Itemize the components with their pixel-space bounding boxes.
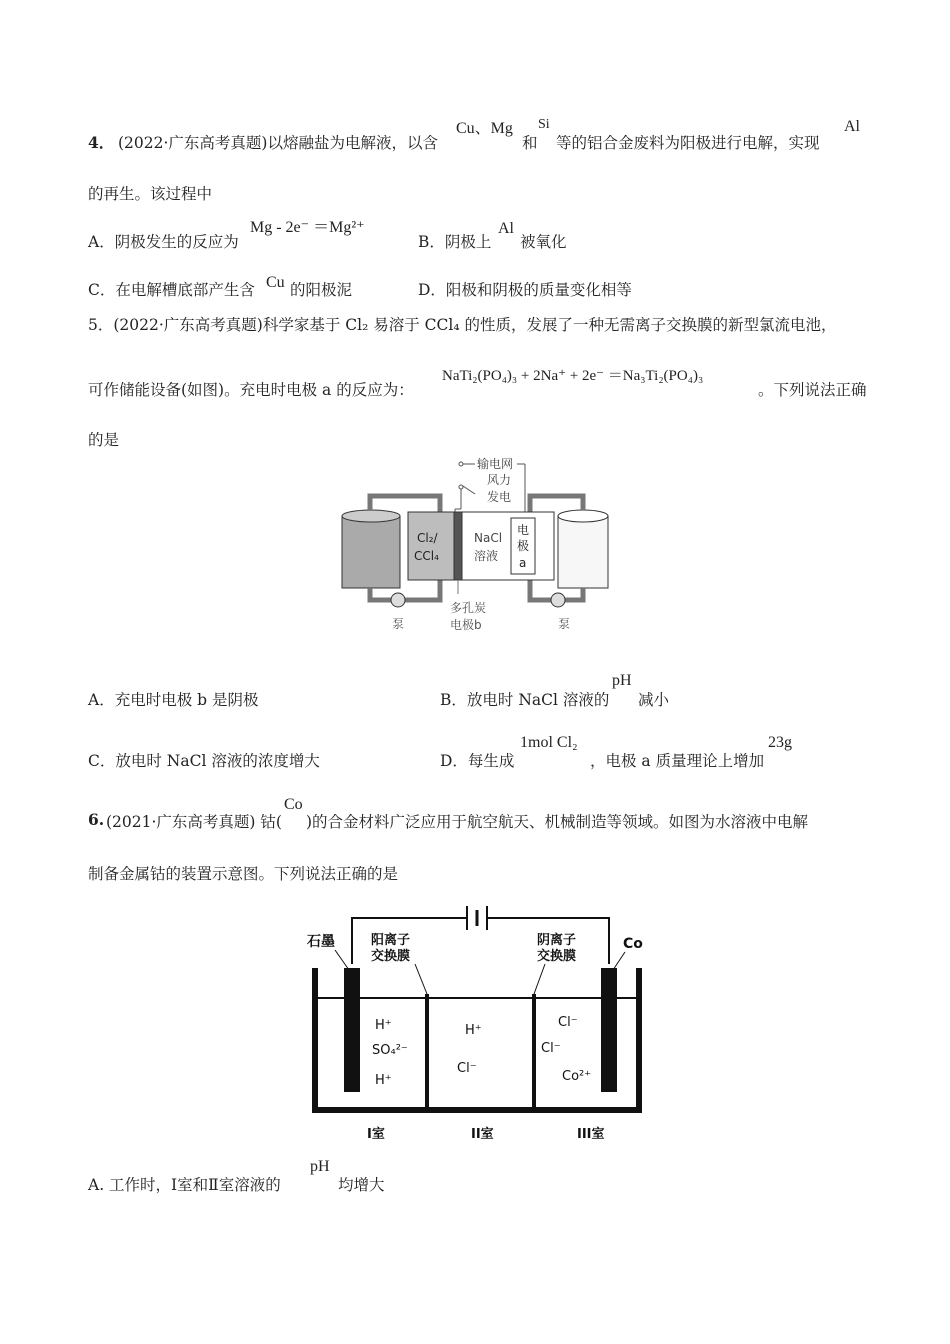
option-b: B．放电时 NaCl 溶液的 [440, 691, 610, 709]
pipe [370, 496, 440, 512]
question-number: 4． [88, 133, 115, 152]
formula-reaction: NaTi₂(PO₄)₃ + 2Na⁺ + 2e⁻ ＝Na₃Ti₂(PO₄)₃ [442, 368, 704, 384]
cobalt-electrode [601, 968, 617, 1092]
option-a: A．阴极发生的反应为 [88, 233, 239, 251]
leader-line [335, 950, 349, 970]
question-source: (2022·广东高考真题)以熔融盐为电解液，以含 [118, 134, 438, 152]
question-text-line2: 可作储能设备(如图)。充电时电极 a 的反应为： [88, 381, 414, 399]
chlorine-flow-battery-figure [330, 452, 620, 642]
ion-h-plus: H⁺ [375, 1018, 392, 1033]
left-tank-top [342, 510, 400, 522]
label-anion-membrane: 阴离子 [537, 933, 577, 948]
leader-line [613, 952, 625, 970]
label-co: Co [623, 936, 643, 952]
right-tank [558, 516, 608, 588]
formula-ph: pH [612, 672, 632, 689]
label-wind1: 风力 [487, 473, 512, 487]
question-text: )的合金材料广泛应用于航空航天、机械制造等领域。如图为水溶液中电解 [306, 813, 809, 831]
question-text: 。下列说法正确 [758, 381, 867, 399]
label-nacl: NaCl [474, 531, 503, 545]
ion-cobalt: Co²⁺ [562, 1069, 592, 1084]
cobalt-electrolysis-figure [295, 896, 655, 1152]
question-text: 等的铝合金废料为阳极进行电解，实现 [556, 134, 820, 152]
label-graphite: 石墨 [307, 934, 335, 950]
label-cation-membrane: 交换膜 [371, 949, 411, 964]
label-wind2: 发电 [487, 490, 512, 504]
label-electrode-a: 极 [517, 539, 530, 553]
pump-icon [551, 593, 565, 607]
option-b: B．阴极上 [418, 233, 492, 251]
label-porous-carbon: 多孔炭 [450, 601, 487, 615]
formula-si: Si [538, 117, 550, 132]
option-a-text: 均增大 [338, 1176, 385, 1194]
formula-1mol-cl2: 1mol Cl₂ [520, 734, 578, 751]
label-anion-membrane: 交换膜 [537, 949, 577, 964]
question-text-line2: 制备金属钴的装置示意图。下列说法正确的是 [88, 865, 399, 883]
graphite-electrode [344, 968, 360, 1092]
nacl-compartment [462, 512, 554, 580]
option-d-text: ，电极 a 质量理论上增加 [590, 752, 765, 770]
formula-23g: 23g [768, 734, 792, 751]
option-c: C．在电解槽底部产生含 [88, 281, 255, 299]
question-text-line2: 的再生。该过程中 [88, 185, 213, 203]
option-d: D．阳极和阴极的质量变化相等 [418, 281, 632, 299]
label-cl2: Cl₂/ [417, 531, 438, 545]
label-solution: 溶液 [474, 549, 499, 563]
formula-al: Al [844, 118, 860, 135]
label-pump-left: 泵 [392, 617, 405, 631]
formula-mg-reaction: Mg - 2e⁻ ＝Mg²⁺ [250, 219, 365, 236]
formula-co: Co [284, 796, 303, 813]
option-d: D．每生成 [440, 752, 515, 770]
label-electrode-a: 电 [517, 523, 530, 537]
option-a: A. 工作时，Ⅰ室和Ⅱ室溶液的 [88, 1176, 281, 1194]
option-b-text: 被氧化 [520, 233, 567, 251]
leader-line [415, 964, 427, 994]
question-source: (2021·广东高考真题) 钴( [106, 813, 282, 831]
ion-chloride: Cl⁻ [558, 1015, 578, 1030]
electrolysis-tank [315, 968, 639, 1110]
left-tank [342, 516, 400, 588]
question-text-line3: 的是 [88, 431, 120, 449]
switch-icon [463, 486, 475, 494]
label-pump-right: 泵 [558, 617, 571, 631]
label-cation-membrane: 阳离子 [371, 933, 411, 948]
formula-cu-mg: Cu、Mg [456, 120, 513, 137]
label-room-2: II室 [471, 1127, 494, 1142]
label-electrode-a: a [519, 556, 527, 570]
ion-h-plus: H⁺ [375, 1073, 392, 1088]
pipe [530, 496, 583, 512]
right-tank-top [558, 510, 608, 522]
option-a: A．充电时电极 b 是阴极 [88, 691, 259, 709]
label-grid: 输电网 [477, 457, 514, 471]
label-electrode-b: 电极b [450, 618, 482, 632]
pump-icon [391, 593, 405, 607]
formula-ph: pH [310, 1158, 330, 1175]
switch-icon [459, 485, 463, 489]
option-c: C．放电时 NaCl 溶液的浓度增大 [88, 752, 320, 770]
question-number: 6. [88, 810, 105, 829]
option-c-text: 的阳极泥 [290, 281, 353, 299]
porous-carbon-electrode-b [454, 512, 462, 580]
terminal-icon [459, 462, 463, 466]
label-room-3: III室 [577, 1127, 605, 1142]
leader-line [534, 964, 545, 994]
ion-h-plus: H⁺ [465, 1023, 482, 1038]
question-text-line1: 5．(2022·广东高考真题)科学家基于 Cl₂ 易溶于 CCl₄ 的性质，发展了一种无需离子交换膜的新型氯流电池， [88, 316, 837, 334]
label-room-1: I室 [367, 1127, 385, 1142]
ion-chloride: Cl⁻ [541, 1041, 561, 1056]
option-b-text: 减小 [638, 691, 670, 709]
label-ccl4: CCl₄ [414, 549, 439, 563]
ion-sulfate: SO₄²⁻ [372, 1043, 408, 1058]
ion-chloride: Cl⁻ [457, 1061, 477, 1076]
formula-al: Al [498, 220, 514, 237]
formula-cu: Cu [266, 274, 285, 291]
cl2-ccl4-compartment [408, 512, 454, 580]
text-and: 和 [522, 134, 538, 152]
